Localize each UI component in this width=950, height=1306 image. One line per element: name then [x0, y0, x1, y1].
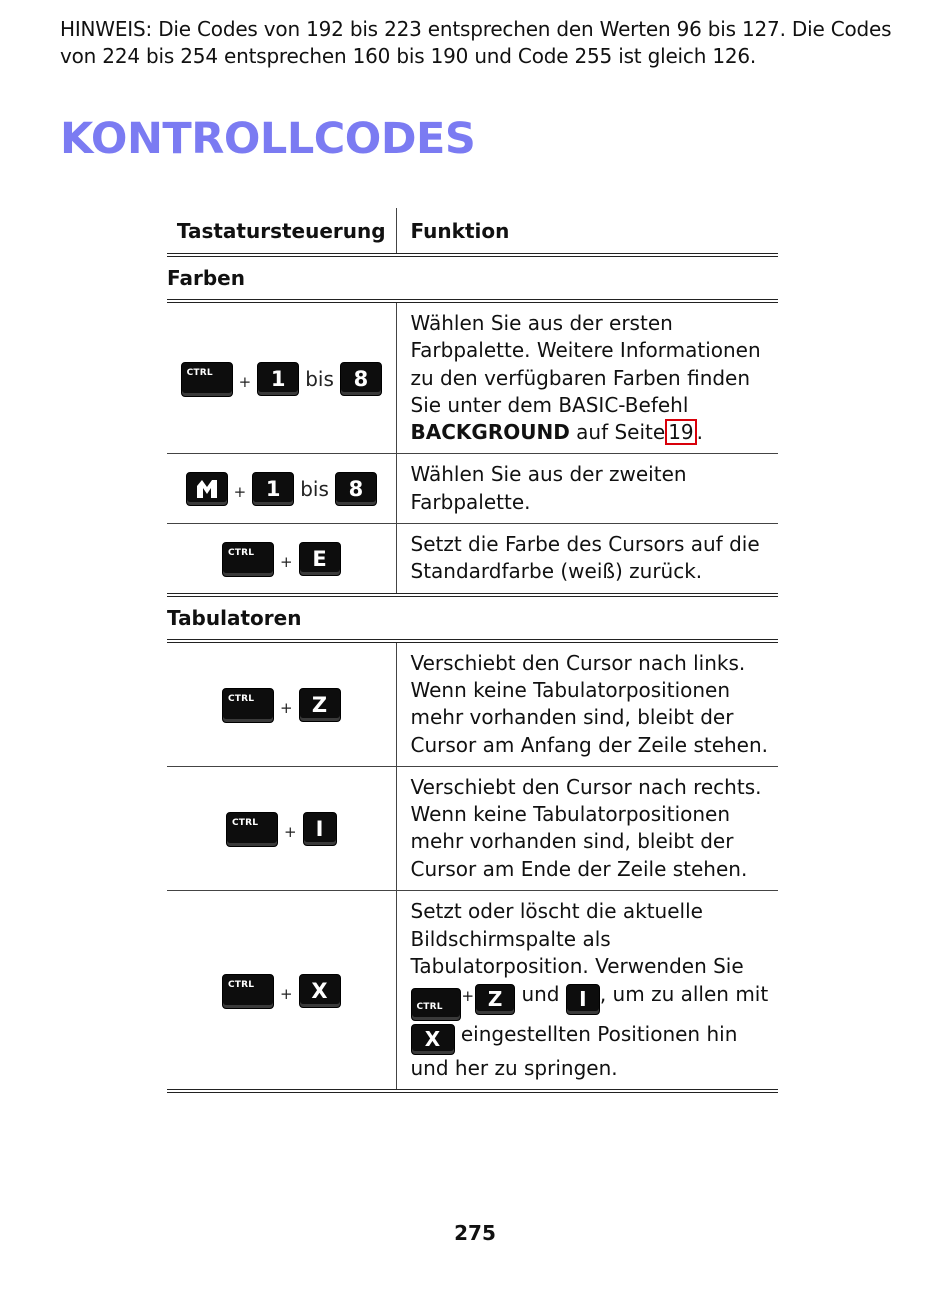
column-header-function: Funktion — [396, 208, 778, 255]
page-link[interactable]: 19 — [665, 419, 696, 445]
key-combo-cell — [167, 766, 396, 890]
key-combo — [226, 812, 337, 847]
page-title: KONTROLLCODES — [60, 114, 476, 164]
key-combo — [222, 542, 341, 577]
section-title-tabs: Tabulatoren — [167, 595, 778, 641]
table-row — [167, 766, 778, 890]
key-combo — [181, 362, 382, 397]
table-row — [167, 454, 778, 524]
function-description: Setzt die Farbe des Cursors auf die Standardfarbe (weiß) zurück. — [396, 524, 778, 595]
section-header-colors — [167, 255, 778, 301]
key-x: X — [299, 974, 341, 1008]
inline-key-i: I — [566, 984, 600, 1015]
key-z: Z — [299, 688, 341, 722]
column-header-keys: Tastatursteuerung — [167, 208, 396, 255]
ctrl-key: CTRL — [226, 812, 278, 847]
page-number: 275 — [454, 1221, 496, 1245]
table-row — [167, 891, 778, 1092]
plus-sign: + — [238, 373, 252, 392]
description-text: . — [696, 420, 704, 445]
key-combo-cell — [167, 524, 396, 595]
range-word: bis — [305, 367, 334, 392]
inline-key-x: X — [411, 1024, 455, 1055]
key-i: I — [303, 812, 337, 846]
section-header-tabs — [167, 595, 778, 641]
ctrl-key: CTRL — [181, 362, 233, 397]
description-text: Wählen Sie aus der ersten Farbpalette. Weitere Informationen zu den verfügbaren Farben finden Sie unter dem BASIC-Befehl — [410, 311, 761, 417]
key-combo — [186, 472, 377, 506]
function-description: Verschiebt den Cursor nach links. Wenn keine Tabulatorpositionen mehr vorhanden sind, bleibt der Cursor am Anfang der Zeile stehen. — [396, 641, 778, 767]
ctrl-key: CTRL — [222, 542, 274, 577]
key-8: 8 — [340, 362, 382, 396]
function-description: Wählen Sie aus der zweiten Farbpalette. — [396, 454, 778, 524]
mega65-logo-icon — [196, 479, 218, 499]
key-1: 1 — [252, 472, 294, 506]
key-1: 1 — [257, 362, 299, 396]
description-text: , um zu allen mit — [599, 981, 769, 1006]
table-row — [167, 301, 778, 454]
mega65-key — [186, 472, 228, 506]
range-word: bis — [300, 476, 329, 501]
key-combo — [222, 688, 341, 723]
control-codes-table — [167, 208, 778, 1093]
basic-command-name: BACKGROUND — [410, 420, 570, 445]
function-description — [396, 301, 778, 454]
note-paragraph: HINWEIS: Die Codes von 192 bis 223 entsprechen den Werten 96 bis 127. Die Codes von 224 bis 254 entsprechen 160 bis 190 und Code 255 ist gleich 126. — [60, 17, 892, 68]
inline-key-z: Z — [475, 984, 515, 1015]
description-text: und — [521, 981, 560, 1006]
description-text: auf Seite — [576, 420, 666, 445]
description-text: Setzt oder löscht die aktuelle Bildschirmspalte als Tabulatorposition. Verwenden Sie — [410, 899, 744, 979]
plus-sign: + — [233, 482, 247, 501]
table-row — [167, 524, 778, 595]
inline-plus-sign: + — [461, 986, 475, 1005]
inline-ctrl-key: CTRL — [411, 988, 461, 1021]
plus-sign: + — [279, 699, 293, 718]
section-title-colors: Farben — [167, 255, 778, 301]
key-combo-cell — [167, 454, 396, 524]
function-description — [396, 891, 778, 1092]
ctrl-key: CTRL — [222, 974, 274, 1009]
description-text: eingestellten Positionen hin und her zu springen. — [410, 1021, 738, 1080]
function-description: Verschiebt den Cursor nach rechts. Wenn keine Tabulatorpositionen mehr vorhanden sind, bleibt der Cursor am Ende der Zeile stehen. — [396, 766, 778, 890]
key-combo-cell — [167, 641, 396, 767]
plus-sign: + — [279, 553, 293, 572]
key-e: E — [299, 542, 341, 576]
ctrl-key: CTRL — [222, 688, 274, 723]
plus-sign: + — [283, 823, 297, 842]
key-combo — [222, 974, 341, 1009]
key-combo-cell — [167, 891, 396, 1092]
plus-sign: + — [279, 985, 293, 1004]
key-8: 8 — [335, 472, 377, 506]
key-combo-cell — [167, 301, 396, 454]
table-row — [167, 641, 778, 767]
table-header-row — [167, 208, 778, 255]
